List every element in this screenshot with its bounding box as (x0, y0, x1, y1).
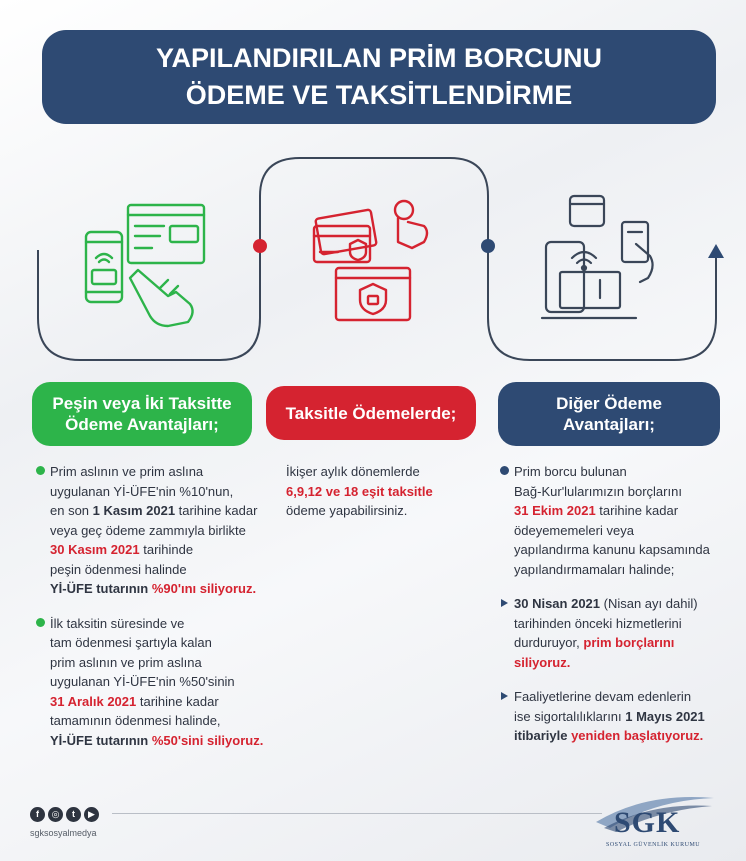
list-item: Prim aslının ve prim aslına uygulanan Yİ-ÜFE'nin %10'nun, en son 1 Kasım 2021 tarihine kadar veya geç ödeme zammıyla birlikte 30 Kasım 2021 tarihinde peşin ödenmesi halinde Yİ-ÜFE tutarının %90'ını siliyoruz. (36, 462, 266, 599)
connector-arrow-icon (708, 244, 724, 258)
title-line-1: YAPILANDIRILAN PRİM BORCUNU (155, 43, 602, 73)
list-item: 30 Nisan 2021 (Nisan ayı dahil) tarihinden önceki hizmetlerini durduruyor, prim borçlarını siliyoruz. (500, 594, 722, 672)
credit-card-security-icon (308, 196, 442, 326)
connector-dot-navy (481, 239, 495, 253)
category-other-line-2: Avantajları; (563, 415, 655, 434)
bullet-arrow-icon (501, 599, 508, 607)
social-handle: sgksosyalmedya (30, 828, 97, 838)
connector-dot-red (253, 239, 267, 253)
list-item: Faaliyetlerine devam edenlerin ise sigortalılıklarını 1 Mayıs 2021 itibariyle yeniden başlatıyoruz. (500, 687, 722, 746)
installment-text: İkişer aylık dönemlerde 6,9,12 ve 18 eşit taksitle ödeme yapabilirsiniz. (286, 464, 433, 518)
phone-browser-hand-tap-icon (78, 200, 218, 330)
other-advantages-list (500, 462, 722, 761)
category-installment (266, 386, 476, 440)
facebook-icon[interactable]: f (30, 807, 45, 822)
advance-payment-list (36, 462, 266, 765)
list-item: İlk taksitin süresinde ve tam ödenmesi şartıyla kalan prim aslının ve prim aslına uygulanan Yİ-ÜFE'nin %50'sinin 31 Aralık 2021 tarihine kadar tamamının ödenmesi halinde, Yİ-ÜFE tutarının %50'sini siliyoruz. (36, 614, 266, 751)
category-installment-label: Taksitle Ödemelerde; (285, 403, 457, 423)
category-advance-line-1: Peşin veya İki Taksitte (52, 394, 232, 413)
social-icons (30, 807, 99, 822)
footer-divider (112, 813, 602, 814)
instagram-icon[interactable]: ◎ (48, 807, 63, 822)
twitter-icon[interactable]: t (66, 807, 81, 822)
youtube-icon[interactable]: ▶ (84, 807, 99, 822)
wallet-contactless-pay-icon (540, 186, 680, 330)
bullet-dot-icon (500, 466, 509, 475)
list-item: Prim borcu bulunan Bağ-Kur'lularımızın borçlarını 31 Ekim 2021 tarihine kadar ödeyememeleri veya yapılandırma kanunu kapsamında yapılandırmamaları halinde; (500, 462, 722, 579)
category-other-advantages (498, 382, 720, 446)
sgk-logo-subtitle: SOSYAL GÜVENLİK KURUMU (606, 842, 701, 848)
bullet-dot-icon (36, 618, 45, 627)
bullet-dot-icon (36, 466, 45, 475)
category-advance-payment (32, 382, 252, 446)
title-line-2: ÖDEME VE TAKSİTLENDİRME (185, 80, 573, 110)
sgk-logo-text: SGK (614, 806, 681, 839)
category-advance-line-2: Ödeme Avantajları; (65, 415, 219, 434)
category-other-line-1: Diğer Ödeme (556, 394, 662, 413)
bullet-arrow-icon (501, 692, 508, 700)
